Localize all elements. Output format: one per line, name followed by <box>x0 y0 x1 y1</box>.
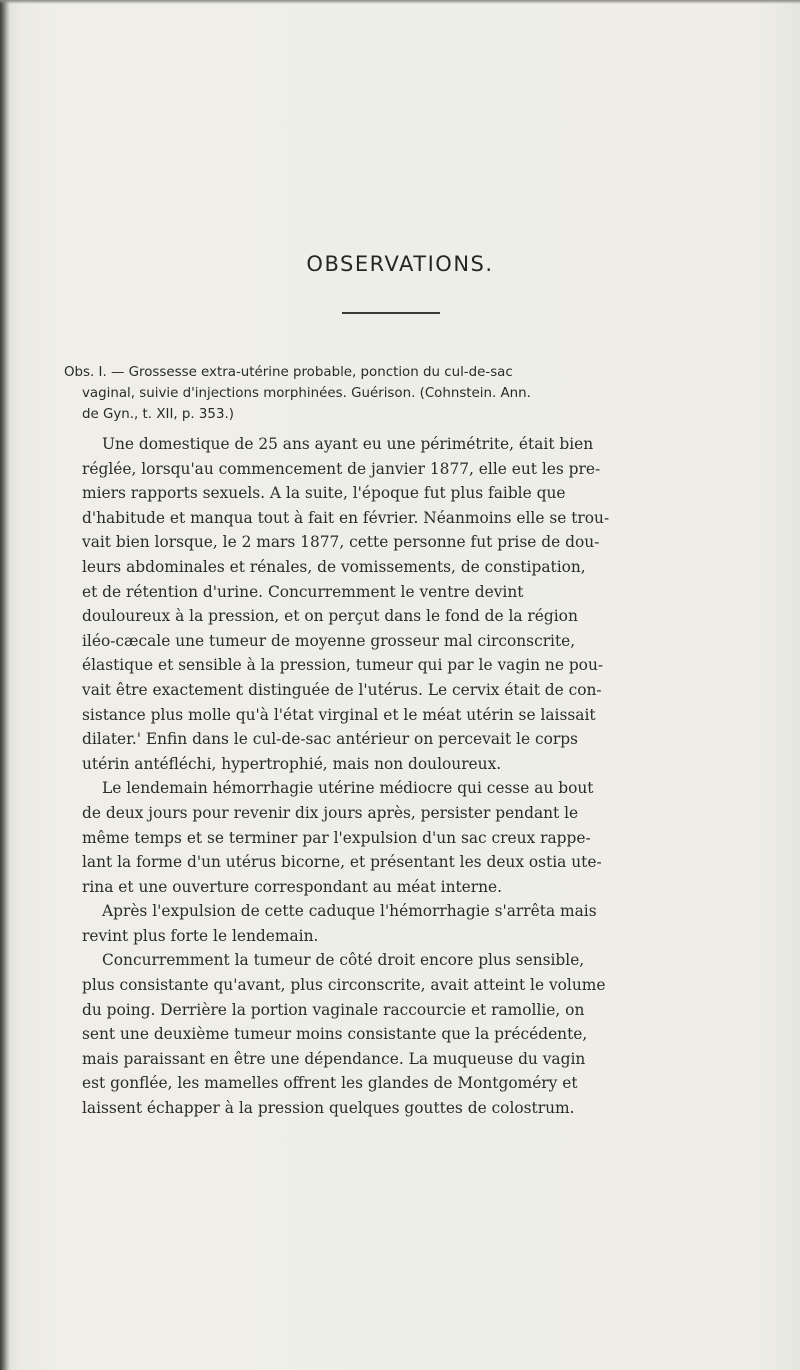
page-binding-edge <box>0 0 10 1370</box>
body-line: et de rétention d'urine. Concurremment le ventre devint <box>82 582 524 601</box>
body-line: iléo-cæcale une tumeur de moyenne grosseur mal circonscrite, <box>82 631 576 650</box>
body-line: Après l'expulsion de cette caduque l'hémorrhagie s'arrêta mais <box>102 902 597 921</box>
body-line: mais paraissant en être une dépendance. La muqueuse du vagin <box>82 1049 586 1068</box>
body-line: utérin antéfléchi, hypertrophié, mais non douloureux. <box>82 754 502 773</box>
body-line: miers rapports sexuels. A la suite, l'époque fut plus faible que <box>82 484 566 503</box>
observation-body <box>82 432 742 1121</box>
body-line: rina et une ouverture correspondant au méat interne. <box>82 877 503 896</box>
body-line: dilater.' Enfin dans le cul-de-sac antérieur on percevait le corps <box>82 730 578 749</box>
section-heading: OBSERVATIONS. <box>306 252 494 276</box>
body-line: douloureux à la pression, et on perçut dans le fond de la région <box>82 607 578 626</box>
body-line: vait être exactement distinguée de l'utérus. Le cervix était de con- <box>82 680 602 699</box>
body-line: du poing. Derrière la portion vaginale raccourcie et ramollie, on <box>82 1000 585 1019</box>
body-line: sistance plus molle qu'à l'état virginal et le méat utérin se laissait <box>82 705 596 724</box>
body-line: d'habitude et manqua tout à fait en février. Néanmoins elle se trou- <box>82 508 610 527</box>
heading-rule <box>342 312 440 314</box>
body-line: même temps et se terminer par l'expulsion d'un sac creux rappe- <box>82 828 591 847</box>
body-line: Une domestique de 25 ans ayant eu une périmétrite, était bien <box>102 435 594 453</box>
body-line: revint plus forte le lendemain. <box>82 926 319 945</box>
observation-header-line: de Gyn., t. XII, p. 353.) <box>82 407 234 422</box>
page-top-edge <box>0 0 800 4</box>
body-line: plus consistante qu'avant, plus circonscrite, avait atteint le volume <box>82 976 606 995</box>
body-line: leurs abdominales et rénales, de vomissements, de constipation, <box>82 557 586 576</box>
body-line: vait bien lorsque, le 2 mars 1877, cette personne fut prise de dou- <box>82 533 600 552</box>
body-line: réglée, lorsqu'au commencement de janvier 1877, elle eut les pre- <box>82 459 601 478</box>
body-line: élastique et sensible à la pression, tumeur qui par le vagin ne pou- <box>82 656 604 675</box>
observation-header <box>64 362 740 425</box>
observation-header-line: Obs. I. — Grossesse extra-utérine probable, ponction du cul-de-sac <box>64 365 513 380</box>
body-line: est gonflée, les mamelles offrent les glandes de Montgoméry et <box>82 1074 578 1093</box>
body-line: de deux jours pour revenir dix jours après, persister pendant le <box>82 803 579 822</box>
body-line: Le lendemain hémorrhagie utérine médiocre qui cesse au bout <box>102 779 594 798</box>
body-line: Concurremment la tumeur de côté droit encore plus sensible, <box>102 951 585 970</box>
body-line: laissent échapper à la pression quelques gouttes de colostrum. <box>82 1099 575 1118</box>
body-line: lant la forme d'un utérus bicorne, et présentant les deux ostia ute- <box>82 853 602 872</box>
observation-header-line: vaginal, suivie d'injections morphinées. Guérison. (Cohnstein. Ann. <box>82 386 531 401</box>
body-line: sent une deuxième tumeur moins consistante que la précédente, <box>82 1025 588 1044</box>
